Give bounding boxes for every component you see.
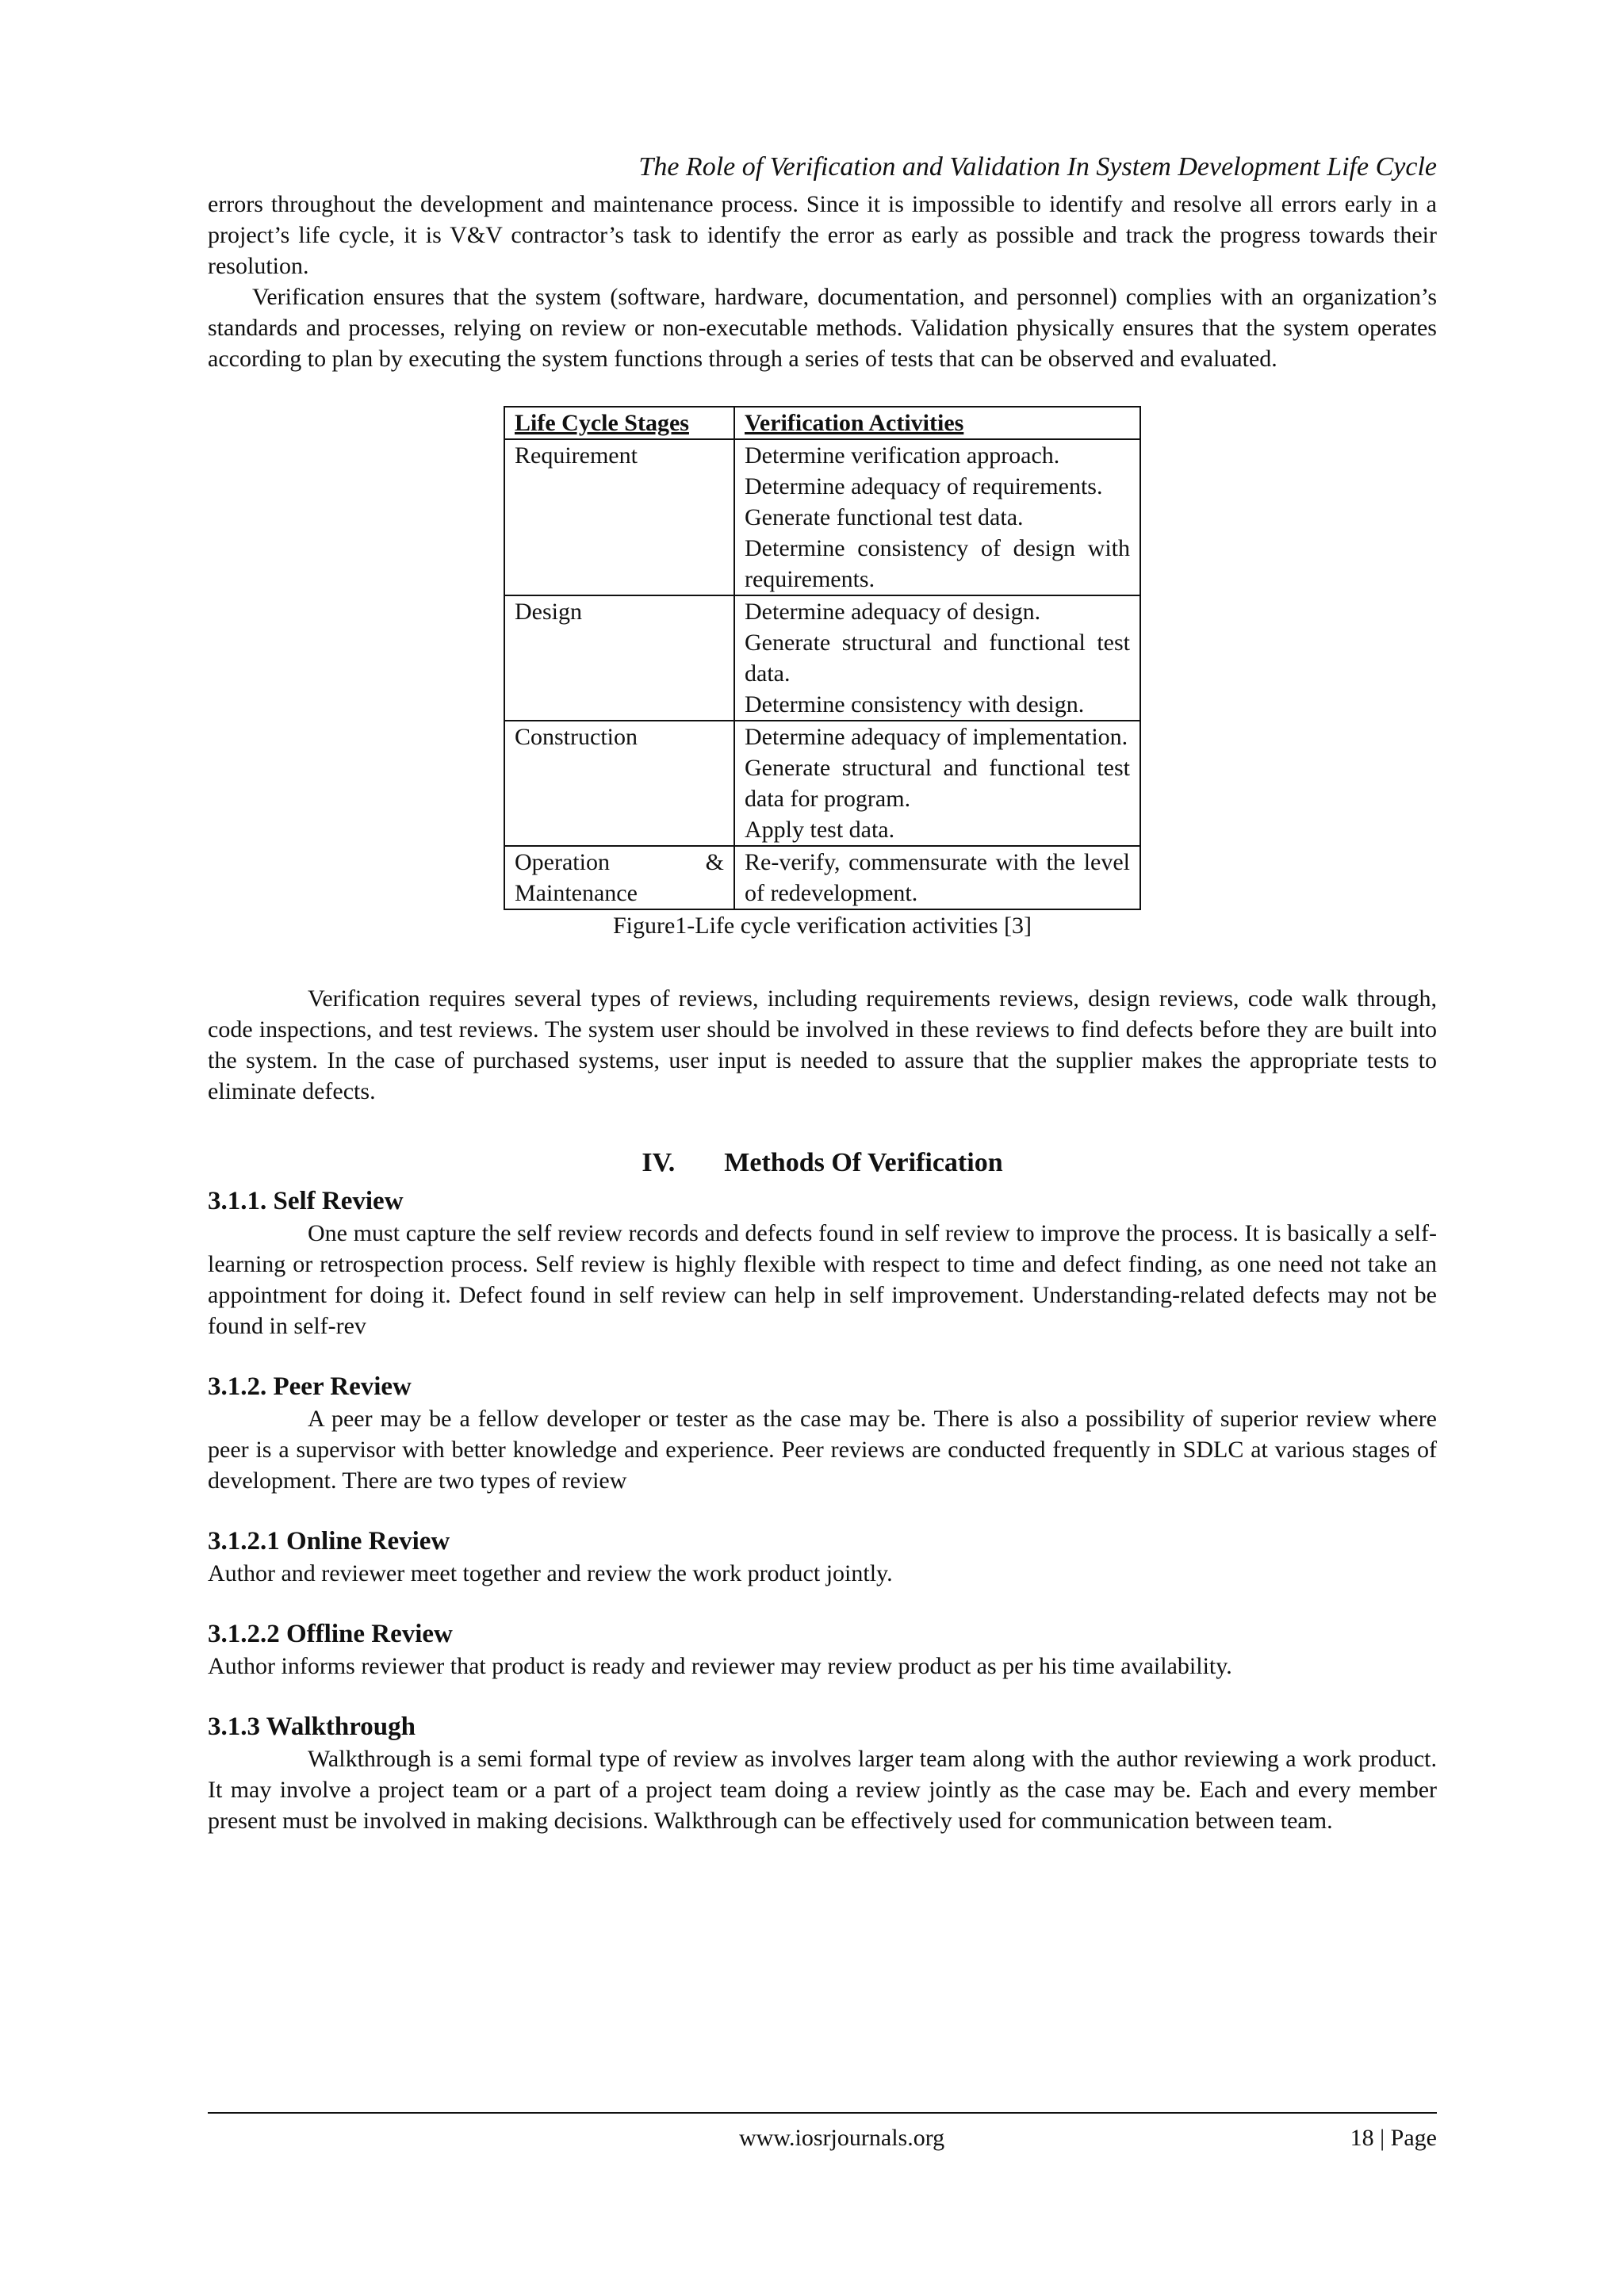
subsection-text: Author informs reviewer that product is ready and reviewer may review product as per his time availability. [208, 1653, 1232, 1679]
activity-line: Determine consistency of design with requirements. [745, 535, 1130, 592]
table-row [504, 595, 1140, 721]
intro-paragraph-2: Verification ensures that the system (software, hardware, documentation, and personnel) complies with an organization’s standards and processes, relying on review or non-executable methods. Validation physically ensures that the system operates according to plan by executing the system functions through a series of tests that can be observed and evaluated. [208, 284, 1437, 372]
activity-line: Determine verification approach. [745, 442, 1060, 469]
activity-line: Determine adequacy of requirements. [745, 473, 1103, 499]
footer-website: www.iosrjournals.org [739, 2125, 945, 2151]
section-heading [208, 1146, 1437, 1180]
activities-cell [734, 721, 1140, 846]
peer-review-section [208, 1370, 1437, 1496]
running-head: The Role of Verification and Validation In System Development Life Cycle [638, 152, 1437, 182]
activity-line: Generate structural and functional test data. [745, 629, 1130, 687]
subsection-text: Walkthrough is a semi formal type of review as involves larger team along with the author reviewing a work product. It may involve a project team or a part of a project team doing a review jointly as the case may be. Each and every member present must be involved in making decisions. Walkthrough can be effectively used for communication between team. [208, 1746, 1437, 1834]
activities-cell [734, 846, 1140, 909]
stage-cell: Construction [504, 721, 734, 846]
activities-cell [734, 595, 1140, 721]
subsection-text: Author and reviewer meet together and review the work product jointly. [208, 1560, 893, 1586]
activity-line: Re-verify, commensurate with the level of redevelopment. [745, 849, 1130, 906]
table-row [504, 846, 1140, 909]
table-row [504, 439, 1140, 595]
table-row [504, 721, 1140, 846]
verification-activities-table [504, 406, 1141, 910]
online-review-section [208, 1525, 1437, 1589]
page-footer [208, 2112, 1437, 2151]
table-header-activities: Verification Activities [734, 407, 1140, 439]
page-content [208, 151, 1437, 1836]
activity-line: Generate functional test data. [745, 504, 1024, 530]
activity-line: Determine consistency with design. [745, 691, 1085, 718]
subsection-heading: 3.1.2.2 Offline Review [208, 1620, 453, 1648]
section-title: Methods Of Verification [724, 1148, 1003, 1177]
subsection-heading: 3.1.3 Walkthrough [208, 1712, 416, 1741]
reviews-paragraph: Verification requires several types of reviews, including requirements reviews, design reviews, code walk through, code inspections, and test reviews. The system user should be involved in these reviews to find defects before they are built into the system. In the case of purchased systems, user input is needed to assure that the supplier makes the appropriate tests to eliminate defects. [208, 985, 1437, 1104]
subsection-text: A peer may be a fellow developer or tester as the case may be. There is also a possibility of superior review where peer is a supervisor with better knowledge and experience. Peer reviews are conducted frequently in SDLC at various stages of development. There are two types of review [208, 1406, 1437, 1494]
activity-line: Determine adequacy of design. [745, 599, 1041, 625]
stage-cell: Operation & Maintenance [504, 846, 734, 909]
stage-cell: Design [504, 595, 734, 721]
section-number: IV. [642, 1148, 676, 1177]
intro-paragraph-1: errors throughout the development and maintenance process. Since it is impossible to identify and resolve all errors early in a project’s life cycle, it is V&V contractor’s task to identify the error as early as possible and track the progress towards their resolution. [208, 191, 1437, 279]
activity-line: Generate structural and functional test data for program. [745, 755, 1130, 812]
footer-page-number: 18 | Page [1350, 2125, 1437, 2151]
stage-cell: Requirement [504, 439, 734, 595]
table-header-stages: Life Cycle Stages [504, 407, 734, 439]
verification-table-wrap [504, 406, 1141, 942]
activity-line: Apply test data. [745, 817, 895, 843]
figure-caption: Figure1-Life cycle verification activities [3] [612, 913, 1032, 939]
subsection-heading: 3.1.1. Self Review [208, 1187, 404, 1215]
activity-line: Determine adequacy of implementation. [745, 724, 1128, 750]
activities-cell [734, 439, 1140, 595]
offline-review-section [208, 1617, 1437, 1682]
subsection-heading: 3.1.2. Peer Review [208, 1372, 412, 1401]
self-review-section [208, 1184, 1437, 1341]
subsection-heading: 3.1.2.1 Online Review [208, 1527, 450, 1556]
walkthrough-section [208, 1710, 1437, 1836]
subsection-text: One must capture the self review records and defects found in self review to improve the process. It is basically a self-learning or retrospection process. Self review is highly flexible with respect to time and defect finding, as one need not take an appointment for doing it. Defect found in self review can help in self improvement. Understanding-related defects may not be found in self-rev [208, 1220, 1437, 1339]
table-header-row [504, 407, 1140, 439]
